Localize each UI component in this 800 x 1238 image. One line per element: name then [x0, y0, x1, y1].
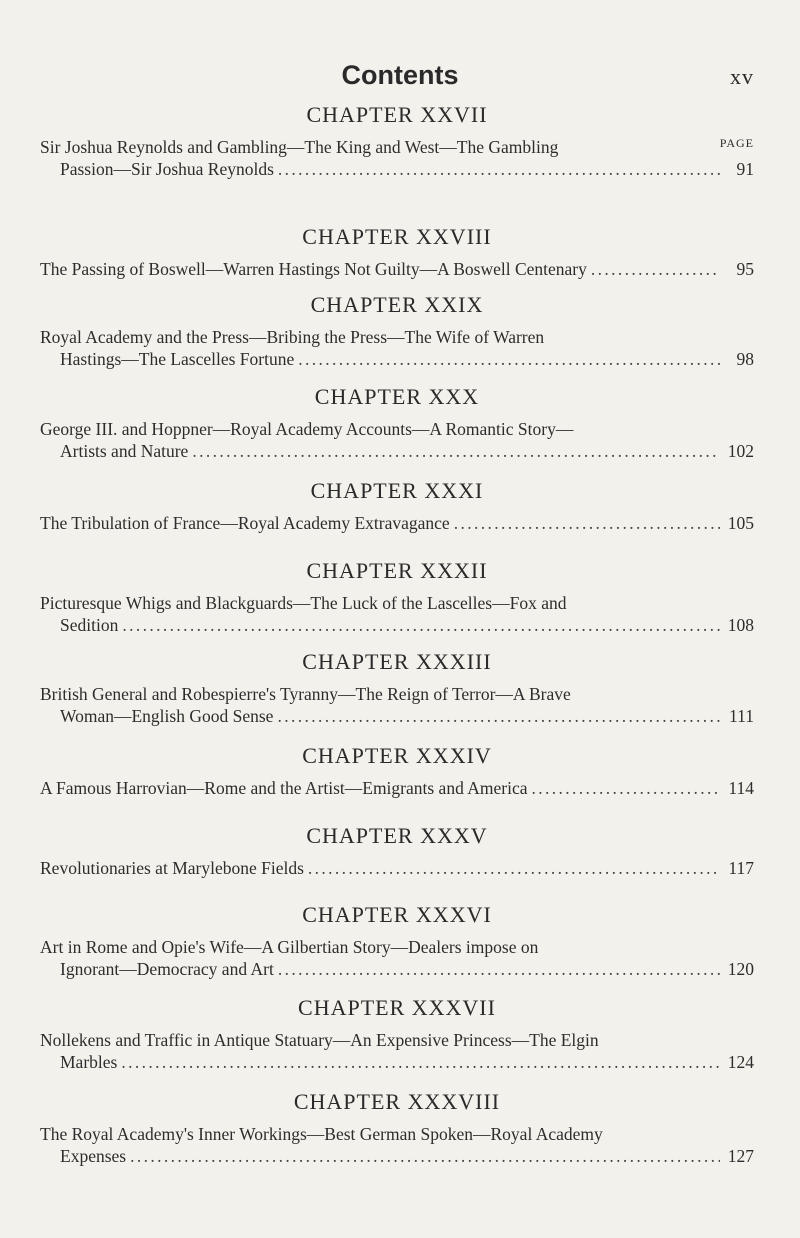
chapter-entry[interactable] [40, 936, 754, 980]
entry-line: Ignorant—Democracy and Art [60, 959, 274, 979]
chapter-title: CHAPTER XXIX [310, 292, 484, 317]
leader-dots [278, 158, 720, 180]
page-number: 111 [729, 706, 754, 726]
leader-dots [298, 348, 720, 370]
entry-line: Revolutionaries at Marylebone Fields [40, 858, 304, 878]
leader-dots [591, 258, 720, 280]
chapter-title: CHAPTER XXXVII [298, 995, 496, 1020]
entry-line: The Tribulation of France—Royal Academy Extravagance [40, 513, 450, 533]
chapter-entry[interactable] [40, 326, 754, 370]
leader-dots [121, 1051, 720, 1073]
entry-line: Woman—English Good Sense [60, 706, 274, 726]
entry-line: A Famous Harrovian—Rome and the Artist—Emigrants and America [40, 778, 528, 798]
page-number: 91 [736, 159, 754, 179]
entry-line: The Passing of Boswell—Warren Hastings Not Guilty—A Boswell Centenary [40, 259, 587, 279]
leader-dots [454, 512, 720, 534]
chapter-xxxiii [40, 649, 754, 727]
entry-line: Royal Academy and the Press—Bribing the Press—The Wife of Warren [40, 327, 545, 347]
page-number: 108 [727, 615, 754, 635]
chapter-entry[interactable] [40, 258, 754, 280]
entry-line: Artists and Nature [60, 441, 189, 461]
leader-dots [308, 857, 720, 879]
chapter-title: CHAPTER XXXV [306, 823, 488, 848]
chapter-title: CHAPTER XXX [314, 384, 480, 409]
chapter-title: CHAPTER XXXII [306, 558, 488, 583]
chapter-xxxi [40, 478, 754, 534]
entry-line: Expenses [60, 1146, 127, 1166]
chapter-entry[interactable] [40, 418, 754, 462]
chapter-title: CHAPTER XXVII [306, 102, 488, 127]
entry-line: Picturesque Whigs and Blackguards—The Luck of the Lascelles—Fox and [40, 593, 567, 613]
chapter-entry[interactable] [40, 512, 754, 534]
chapter-title: CHAPTER XXVIII [302, 224, 492, 249]
chapter-xxxv [40, 823, 754, 879]
page-number: 117 [728, 858, 754, 878]
entry-line: Nollekens and Traffic in Antique Statuary—An Expensive Princess—The Elgin [40, 1030, 599, 1050]
chapter-entry[interactable] [40, 683, 754, 727]
chapter-title: CHAPTER XXXIV [302, 743, 492, 768]
chapter-title: CHAPTER XXXVI [302, 902, 492, 927]
chapter-entry[interactable] [40, 136, 754, 180]
leader-dots [130, 1145, 720, 1167]
entry-line: Hastings—The Lascelles Fortune [60, 349, 295, 369]
chapter-xxix [40, 292, 754, 370]
chapter-title: CHAPTER XXXVIII [293, 1089, 501, 1114]
chapter-entry[interactable] [40, 592, 754, 636]
entry-line: The Royal Academy's Inner Workings—Best German Spoken—Royal Academy [40, 1124, 603, 1144]
chapter-entry[interactable] [40, 1029, 754, 1073]
page-number: 102 [727, 441, 754, 461]
chapter-xxxvii [40, 995, 754, 1073]
chapter-xxxii [40, 558, 754, 636]
chapter-entry[interactable] [40, 1123, 754, 1167]
page-number: 95 [736, 259, 754, 279]
chapter-title: CHAPTER XXXI [310, 478, 484, 503]
entry-line: Passion—Sir Joshua Reynolds [60, 159, 274, 179]
chapter-xxxiv [40, 743, 754, 799]
entry-line: Sir Joshua Reynolds and Gambling—The King and West—The Gambling [40, 137, 559, 157]
entry-line: George III. and Hoppner—Royal Academy Accounts—A Romantic Story— [40, 419, 574, 439]
page-header [0, 60, 800, 100]
leader-dots [531, 777, 720, 799]
chapter-xxviii [40, 224, 754, 280]
page-number: 105 [727, 513, 754, 533]
page-number: 120 [727, 959, 754, 979]
page-number: 114 [728, 778, 754, 798]
entry-line: Marbles [60, 1052, 118, 1072]
page-number: 124 [727, 1052, 754, 1072]
leader-dots [192, 440, 720, 462]
chapter-xxx [40, 384, 754, 462]
chapter-entry[interactable] [40, 857, 754, 879]
leader-dots [278, 958, 720, 980]
running-title: Contents [341, 60, 459, 90]
page-number: 98 [736, 349, 754, 369]
entry-line: British General and Robespierre's Tyranny—The Reign of Terror—A Brave [40, 684, 571, 704]
page-number: 127 [727, 1146, 754, 1166]
entry-line: Art in Rome and Opie's Wife—A Gilbertian Story—Dealers impose on [40, 937, 539, 957]
chapter-title: CHAPTER XXXIII [302, 649, 492, 674]
chapter-entry[interactable] [40, 777, 754, 799]
chapter-xxxviii [40, 1089, 754, 1167]
leader-dots [122, 614, 720, 636]
page-folio: xv [730, 64, 754, 89]
leader-dots [277, 705, 720, 727]
chapter-xxvii [40, 102, 754, 180]
chapter-xxxvi [40, 902, 754, 980]
page-column-label: PAGE [719, 136, 754, 150]
entry-line: Sedition [60, 615, 119, 635]
